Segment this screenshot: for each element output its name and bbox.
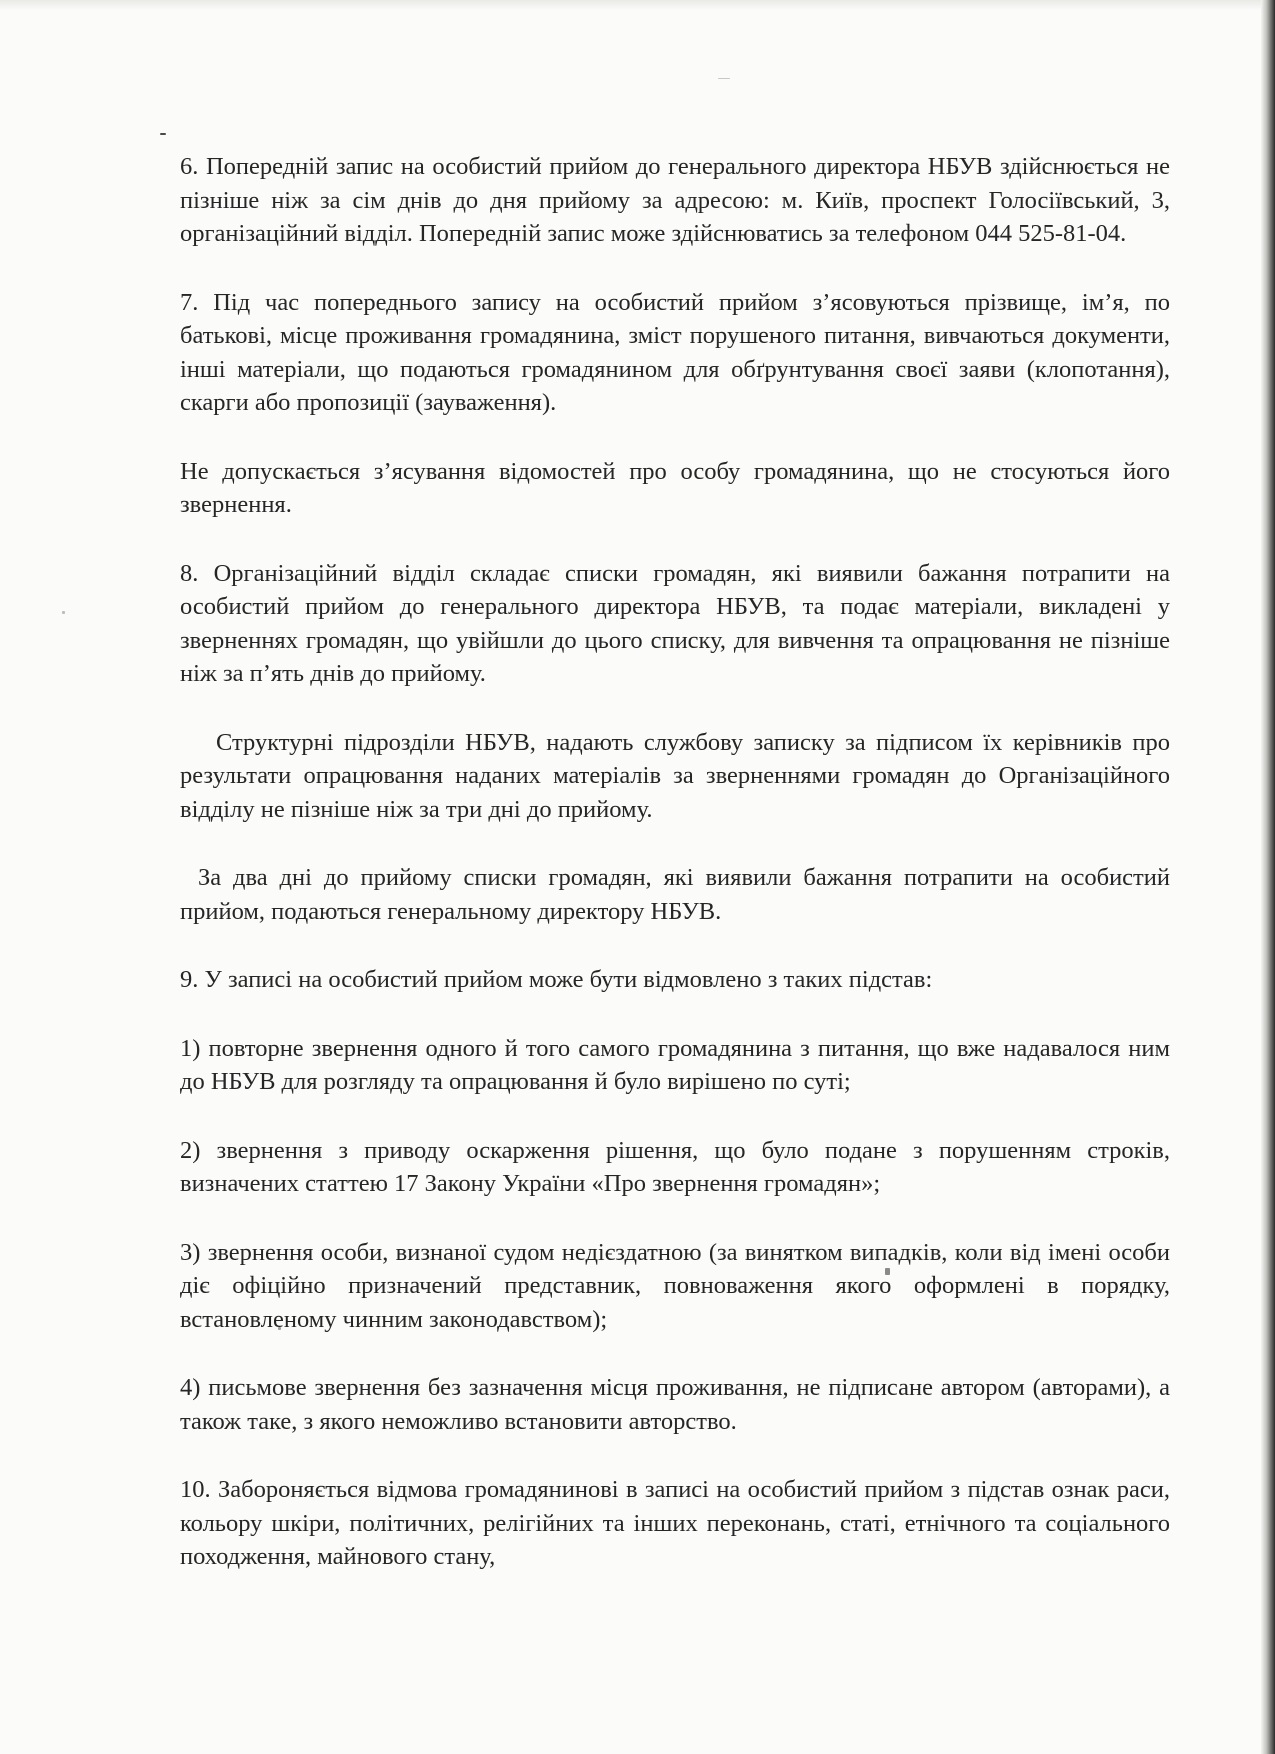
paragraph-6: 6. Попередній запис на особистий прийом до генерального директора НБУВ здійснюється не пізніше ніж за сім днів до дня прийому за адресою: м. Київ, проспект Голосіївський, 3, організаційний відділ. Попередній запис може здійснюватись за телефоном 044 525-81-04.: [180, 153, 1170, 247]
scan-speck: [718, 78, 730, 79]
paragraph-9-item-3: 3) звернення особи, визнаної судом недієздатною (за винятком випадків, коли від імені особи діє офіційно призначений представник, повноваження якого оформлені в порядку, встановленому чинним законодавством);: [180, 1238, 1170, 1333]
paragraph-8-structural-units: Структурні підрозділи НБУВ, надають службову записку за підписом їх керівників про результати опрацювання наданих матеріалів за зверненнями громадян до Організаційного відділу не пізніше ніж за три дні до прийому.: [180, 728, 1170, 823]
paragraph-10: 10. Забороняється відмова громадянинові в записі на особистий прийом з підстав ознак раси, кольору шкіри, політичних, релігійних та інших переконань, статі, етнічного та соціального походження, майнового стану,: [180, 1476, 1170, 1570]
scan-speck: [62, 611, 65, 614]
paragraph-8: 8. Організаційний відділ складає списки громадян, які виявили бажання потрапити на особистий прийом до генерального директора НБУВ, та подає матеріали, викладені у зверненнях громадян, що увійшли до цього списку, для вивчення та опрацювання не пізніше ніж за п’ять днів до прийому.: [180, 559, 1170, 687]
paragraph-7: 7. Під час попереднього запису на особистий прийом з’ясовуються прізвище, ім’я, по батькові, місце проживання громадянина, зміст порушеного питання, вивчаються документи, інші матеріали, що подаються громадянином для обґрунтування своєї заяви (клопотання), скарги або пропозиції (зауваження).: [180, 288, 1170, 416]
document-body: [180, 150, 1170, 1609]
paragraph-9: 9. У записі на особистий прийом може бути відмовлено з таких підстав:: [180, 966, 933, 993]
paragraph-9-item-1: 1) повторне звернення одного й того самого громадянина з питання, що вже надавалося ним до НБУВ для розгляду та опрацювання й було вирішено по суті;: [180, 1034, 1170, 1095]
paragraph-7-note: Не допускається з’ясування відомостей про особу громадянина, що не стосуються його звернення.: [180, 457, 1170, 518]
paragraph-8-lists: За два дні до прийому списки громадян, які виявили бажання потрапити на особистий прийом, подаються генеральному директору НБУВ.: [180, 864, 1170, 925]
scan-speck: [160, 133, 166, 135]
paragraph-9-item-2: 2) звернення з приводу оскарження рішення, що було подане з порушенням строків, визначених статтею 17 Закону України «Про звернення громадян»;: [180, 1136, 1170, 1197]
page-right-edge-shadow: [1261, 0, 1275, 1754]
paragraph-9-item-4: 4) письмове звернення без зазначення місця проживання, не підписане автором (авторами), а також таке, з якого неможливо встановити авторство.: [180, 1374, 1170, 1435]
page-top-shadow: [0, 0, 1275, 10]
